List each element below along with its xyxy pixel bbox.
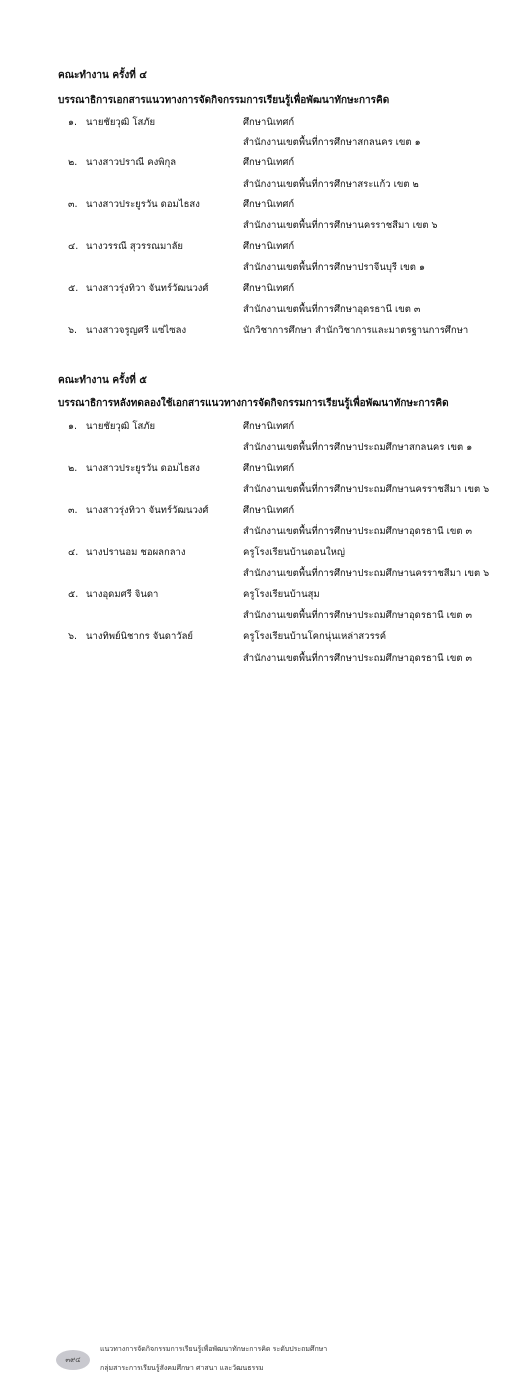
page-footer — [0, 668, 524, 1372]
member-name: นางสาวจรูญศรี แซ่ไซลง — [86, 325, 187, 336]
footer-title-line: แนวทางการจัดกิจกรรมการเรียนรู้เพื่อพัฒนาทักษะการคิด ระดับประถมศึกษา — [100, 1345, 328, 1353]
section2-member-6 — [0, 629, 524, 649]
member-name: นางอุดมศรี จินดา — [86, 589, 159, 600]
member-name: นางสาวประยูรวัน ดอมไธสง — [86, 199, 200, 210]
member-organization: สำนักงานเขตพื้นที่การศึกษาปราจีนบุรี เขต ๑ — [243, 262, 425, 273]
section2-subtitle: บรรณาธิการหลังทดลองใช้เอกสารแนวทางการจัดกิจกรรมการเรียนรู้เพื่อพัฒนาทักษะการคิด — [58, 398, 449, 409]
member-position: ศึกษานิเทศก์ — [243, 241, 295, 252]
member-name: นายชัยวุฒิ โสภัย — [86, 117, 156, 128]
member-name: นางสาวปราณี คงพิกุล — [86, 157, 177, 168]
member-organization: สำนักงานเขตพื้นที่การศึกษาประถมศึกษาอุดรธานี เขต ๓ — [243, 526, 473, 537]
section2-member-2 — [0, 461, 524, 481]
section2-member-5 — [0, 587, 524, 607]
member-number: ๔. — [68, 241, 79, 252]
section1-member-1 — [0, 115, 524, 135]
member-position: ครูโรงเรียนบ้านโคกนุ่นเหล่าสวรรค์ — [243, 631, 387, 642]
section2-member-3 — [0, 503, 524, 523]
member-number: ๖. — [68, 631, 78, 642]
member-name: นางสาวรุ่งทิวา จันทร์วัฒนวงศ์ — [86, 505, 209, 516]
section2-member-4 — [0, 545, 524, 565]
member-organization: สำนักงานเขตพื้นที่การศึกษาสกลนคร เขต ๑ — [243, 137, 421, 148]
member-name: นางปรานอม ชอผลกลาง — [86, 547, 186, 558]
section1-member-5 — [0, 281, 524, 301]
section1-member-3 — [0, 197, 524, 217]
member-number: ๒. — [68, 463, 78, 474]
member-position: ศึกษานิเทศก์ — [243, 157, 295, 168]
member-position: ศึกษานิเทศก์ — [243, 117, 295, 128]
member-organization: สำนักงานเขตพื้นที่การศึกษาสระแก้ว เขต ๒ — [243, 179, 419, 190]
page-number-badge: ๓๙๔ — [56, 1350, 90, 1370]
member-position: ศึกษานิเทศก์ — [243, 199, 295, 210]
member-number: ๔. — [68, 547, 79, 558]
section1-subtitle: บรรณาธิการเอกสารแนวทางการจัดกิจกรรมการเรียนรู้เพื่อพัฒนาทักษะการคิด — [58, 95, 390, 106]
member-position: ครูโรงเรียนบ้านสุม — [243, 589, 320, 600]
member-position: ศึกษานิเทศก์ — [243, 463, 295, 474]
member-name: นายชัยวุฒิ โสภัย — [86, 421, 156, 432]
member-organization: สำนักงานเขตพื้นที่การศึกษาอุดรธานี เขต ๓ — [243, 304, 421, 315]
section1-member-6 — [0, 323, 524, 343]
member-organization: สำนักงานเขตพื้นที่การศึกษาประถมศึกษานครราชสีมา เขต ๖ — [243, 484, 490, 495]
member-number: ๒. — [68, 157, 78, 168]
member-number: ๓. — [68, 199, 78, 210]
member-number: ๑. — [68, 117, 78, 128]
member-position: ศึกษานิเทศก์ — [243, 283, 295, 294]
member-position: ครูโรงเรียนบ้านดอนใหญ่ — [243, 547, 345, 558]
section1-title: คณะทำงาน ครั้งที่ ๔ — [58, 70, 147, 81]
member-name: นางทิพย์นิชากร จันดาวัลย์ — [86, 631, 193, 642]
section1-member-2 — [0, 155, 524, 175]
member-number: ๑. — [68, 421, 78, 432]
member-organization: สำนักงานเขตพื้นที่การศึกษาประถมศึกษานครราชสีมา เขต ๖ — [243, 568, 490, 579]
member-name: นางสาวรุ่งทิวา จันทร์วัฒนวงศ์ — [86, 283, 209, 294]
member-organization: สำนักงานเขตพื้นที่การศึกษานครราชสีมา เขต ๖ — [243, 220, 438, 231]
member-name: นางวรรณี สุวรรณมาลัย — [86, 241, 183, 252]
member-number: ๖. — [68, 325, 78, 336]
section1-member-4 — [0, 239, 524, 259]
section2-member-1 — [0, 419, 524, 439]
member-name: นางสาวประยูรวัน ดอมไธสง — [86, 463, 200, 474]
member-organization: สำนักงานเขตพื้นที่การศึกษาประถมศึกษาอุดรธานี เขต ๓ — [243, 653, 473, 664]
member-number: ๕. — [68, 589, 79, 600]
member-number: ๕. — [68, 283, 79, 294]
section2-title: คณะทำงาน ครั้งที่ ๕ — [58, 375, 147, 386]
member-position: ศึกษานิเทศก์ — [243, 505, 295, 516]
member-position: ศึกษานิเทศก์ — [243, 421, 295, 432]
member-organization: สำนักงานเขตพื้นที่การศึกษาประถมศึกษาสกลนคร เขต ๑ — [243, 442, 473, 453]
member-position: นักวิชาการศึกษา สำนักวิชาการและมาตรฐานการศึกษา — [243, 325, 469, 336]
member-organization: สำนักงานเขตพื้นที่การศึกษาประถมศึกษาอุดรธานี เขต ๓ — [243, 610, 473, 621]
member-number: ๓. — [68, 505, 78, 516]
footer-subject-line: กลุ่มสาระการเรียนรู้สังคมศึกษา ศาสนา และวัฒนธรรม — [100, 1364, 264, 1372]
